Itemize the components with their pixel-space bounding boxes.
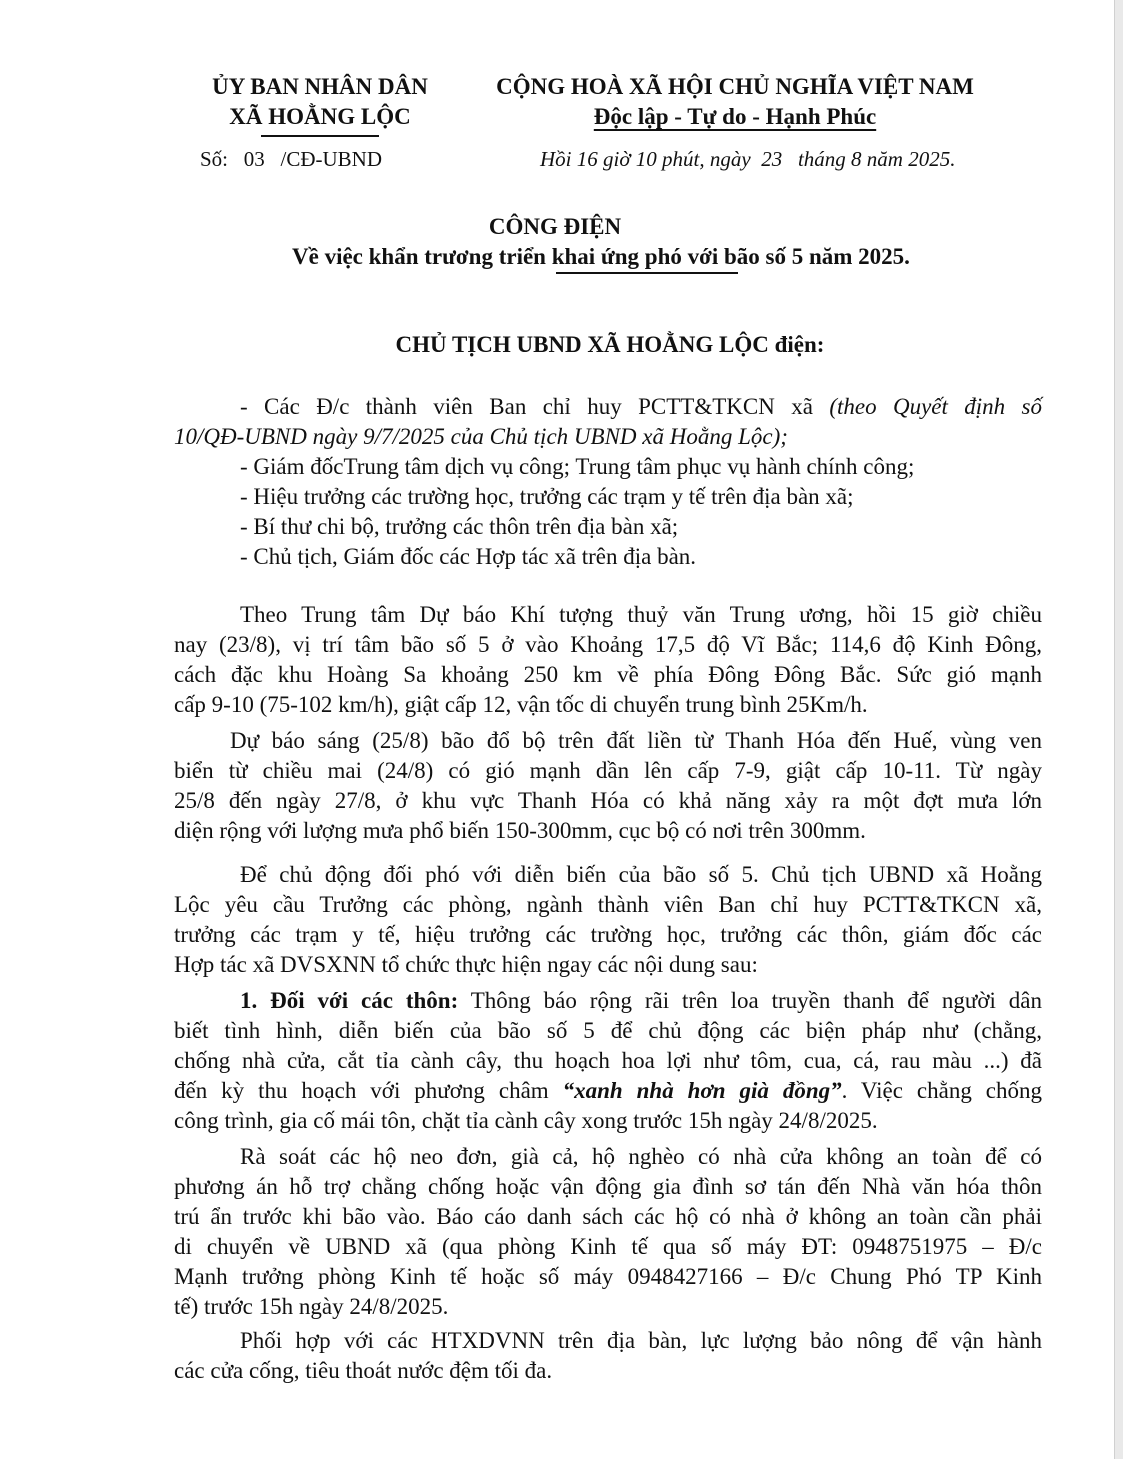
text-line: Rà soát các hộ neo đơn, già cả, hộ nghèo có nhà cửa không an toàn để có — [240, 1144, 1042, 1169]
section-heading-villages: 1. Đối với các thôn: — [240, 988, 459, 1013]
text-line — [174, 1076, 1042, 1106]
text-line: diện rộng với lượng mưa phổ biến 150-300mm, cục bộ có nơi trên 300mm. — [174, 818, 866, 843]
recipient-2: - Giám đốcTrung tâm dịch vụ công; Trung tâm phục vụ hành chính công; — [240, 454, 915, 479]
document-date: Hồi 16 giờ 10 phút, ngày 23 tháng 8 năm 2025. — [540, 147, 956, 171]
text-line: cấp 9-10 (75-102 km/h), giật cấp 12, vận tốc di chuyển trung bình 25Km/h. — [174, 692, 868, 717]
document-subject: Về việc khẩn trương triển khai ứng phó với bão số 5 năm 2025. — [292, 244, 910, 269]
text-line: Phối hợp với các HTXDVNN trên địa bàn, lực lượng bảo nông để vận hành — [240, 1328, 1042, 1353]
text-line: nay (23/8), vị trí tâm bão số 5 ở vào Khoảng 17,5 độ Vĩ Bắc; 114,6 độ Kinh Đông, — [174, 632, 1042, 657]
national-motto: Độc lập - Tự do - Hạnh Phúc — [593, 104, 877, 129]
issuing-agency — [170, 72, 470, 137]
text-line: công trình, gia cố mái tôn, chặt tỉa cành cây xong trước 15h ngày 24/8/2025. — [174, 1108, 878, 1133]
paragraph-storm-position — [174, 600, 1042, 720]
subject-underline — [556, 272, 738, 274]
text-line: phương án hỗ trợ chằng chống hoặc vận động gia đình sơ tán đến Nhà văn hóa thôn — [174, 1174, 1042, 1199]
text-line: Dự báo sáng (25/8) bão đổ bộ trên đất liền từ Thanh Hóa đến Huế, vùng ven — [230, 728, 1042, 753]
text-line: cách đặc khu Hoàng Sa khoảng 250 km về phía Đông Đông Bắc. Sức gió mạnh — [174, 662, 1042, 687]
paragraph-villages — [174, 986, 1042, 1136]
text-segment: Thông báo rộng rãi trên loa truyền thanh để người dân — [458, 988, 1042, 1013]
paragraph-request — [174, 860, 1042, 980]
recipient-1-line2: 10/QĐ-UBND ngày 9/7/2025 của Chủ tịch UBND xã Hoằng Lộc); — [174, 424, 788, 449]
paragraph-forecast — [174, 726, 1042, 846]
text-line: biết tình hình, diễn biến của bão số 5 để chủ động các biện pháp như (chằng, — [174, 1018, 1042, 1043]
text-line: biển từ chiều mai (24/8) có gió mạnh dần lên cấp 7-9, giật cấp 10-11. Từ ngày — [174, 758, 1042, 783]
paragraph-household-review — [174, 1142, 1042, 1322]
text-line: di chuyển về UBND xã (qua phòng Kinh tế qua số máy ĐT: 0948751975 – Đ/c — [174, 1234, 1042, 1259]
text-line: trú ẩn trước khi bão vào. Báo cáo danh sách các hộ có nhà ở không an toàn cần phải — [174, 1204, 1042, 1229]
recipient-list — [174, 392, 1042, 572]
text-line — [174, 986, 1042, 1016]
sender-line: CHỦ TỊCH UBND XÃ HOẰNG LỘC điện: — [395, 332, 825, 357]
recipient-3: - Hiệu trưởng các trường học, trưởng các trạm y tế trên địa bàn xã; — [240, 484, 854, 509]
text-segment: . Việc chằng chống — [841, 1078, 1042, 1103]
recipient-1-text: - Các Đ/c thành viên Ban chỉ huy PCTT&TKCN xã — [240, 394, 830, 419]
recipient-5: - Chủ tịch, Giám đốc các Hợp tác xã trên địa bàn. — [240, 544, 697, 569]
text-line: chống nhà cửa, cắt tỉa cành cây, thu hoạch hoa lợi như tôm, cua, cá, rau màu ...) đã — [174, 1048, 1042, 1073]
text-line: Hợp tác xã DVSXNN tổ chức thực hiện ngay các nội dung sau: — [174, 952, 758, 977]
page-edge — [1115, 0, 1123, 1459]
text-line: Theo Trung tâm Dự báo Khí tượng thuỷ văn Trung ương, hồi 15 giờ chiều — [240, 602, 1042, 627]
national-header — [460, 72, 1010, 132]
text-line: 25/8 đến ngày 27/8, ở khu vực Thanh Hóa có khả năng xảy ra một đợt mưa lớn — [174, 788, 1042, 813]
nation-name: CỘNG HOÀ XÃ HỘI CHỦ NGHĨA VIỆT NAM — [496, 74, 974, 99]
text-line: trưởng các trạm y tế, hiệu trưởng các trường học, trưởng các thôn, giám đốc các — [174, 922, 1042, 947]
recipient-1-reference: (theo Quyết định số — [829, 394, 1042, 419]
recipient-4: - Bí thư chi bộ, trưởng các thôn trên địa bàn xã; — [240, 514, 679, 539]
text-line: Lộc yêu cầu Trưởng các phòng, ngành thành viên Ban chỉ huy PCTT&TKCN xã, — [174, 892, 1042, 917]
text-line: Để chủ động đối phó với diễn biến của bão số 5. Chủ tịch UBND xã Hoằng — [240, 862, 1042, 887]
document-type-title: CÔNG ĐIỆN — [488, 214, 622, 239]
text-segment: đến kỳ thu hoạch với phương châm — [174, 1078, 563, 1103]
paragraph-drainage — [174, 1326, 1042, 1386]
text-line: Mạnh trưởng phòng Kinh tế hoặc số máy 0948427166 – Đ/c Chung Phó TP Kinh — [174, 1264, 1042, 1289]
agency-name-line2: XÃ HOẰNG LỘC — [229, 104, 411, 129]
document-number: Số: 03 /CĐ-UBND — [200, 147, 383, 171]
text-line: các cửa cống, tiêu thoát nước đệm tối đa. — [174, 1358, 553, 1383]
agency-name-line1: ỦY BAN NHÂN DÂN — [212, 74, 428, 99]
recipient-1-line1 — [174, 392, 1042, 422]
motto-phrase: “xanh nhà hơn già đồng” — [562, 1078, 842, 1103]
text-line: tế) trước 15h ngày 24/8/2025. — [174, 1294, 449, 1319]
agency-underline — [261, 135, 379, 137]
